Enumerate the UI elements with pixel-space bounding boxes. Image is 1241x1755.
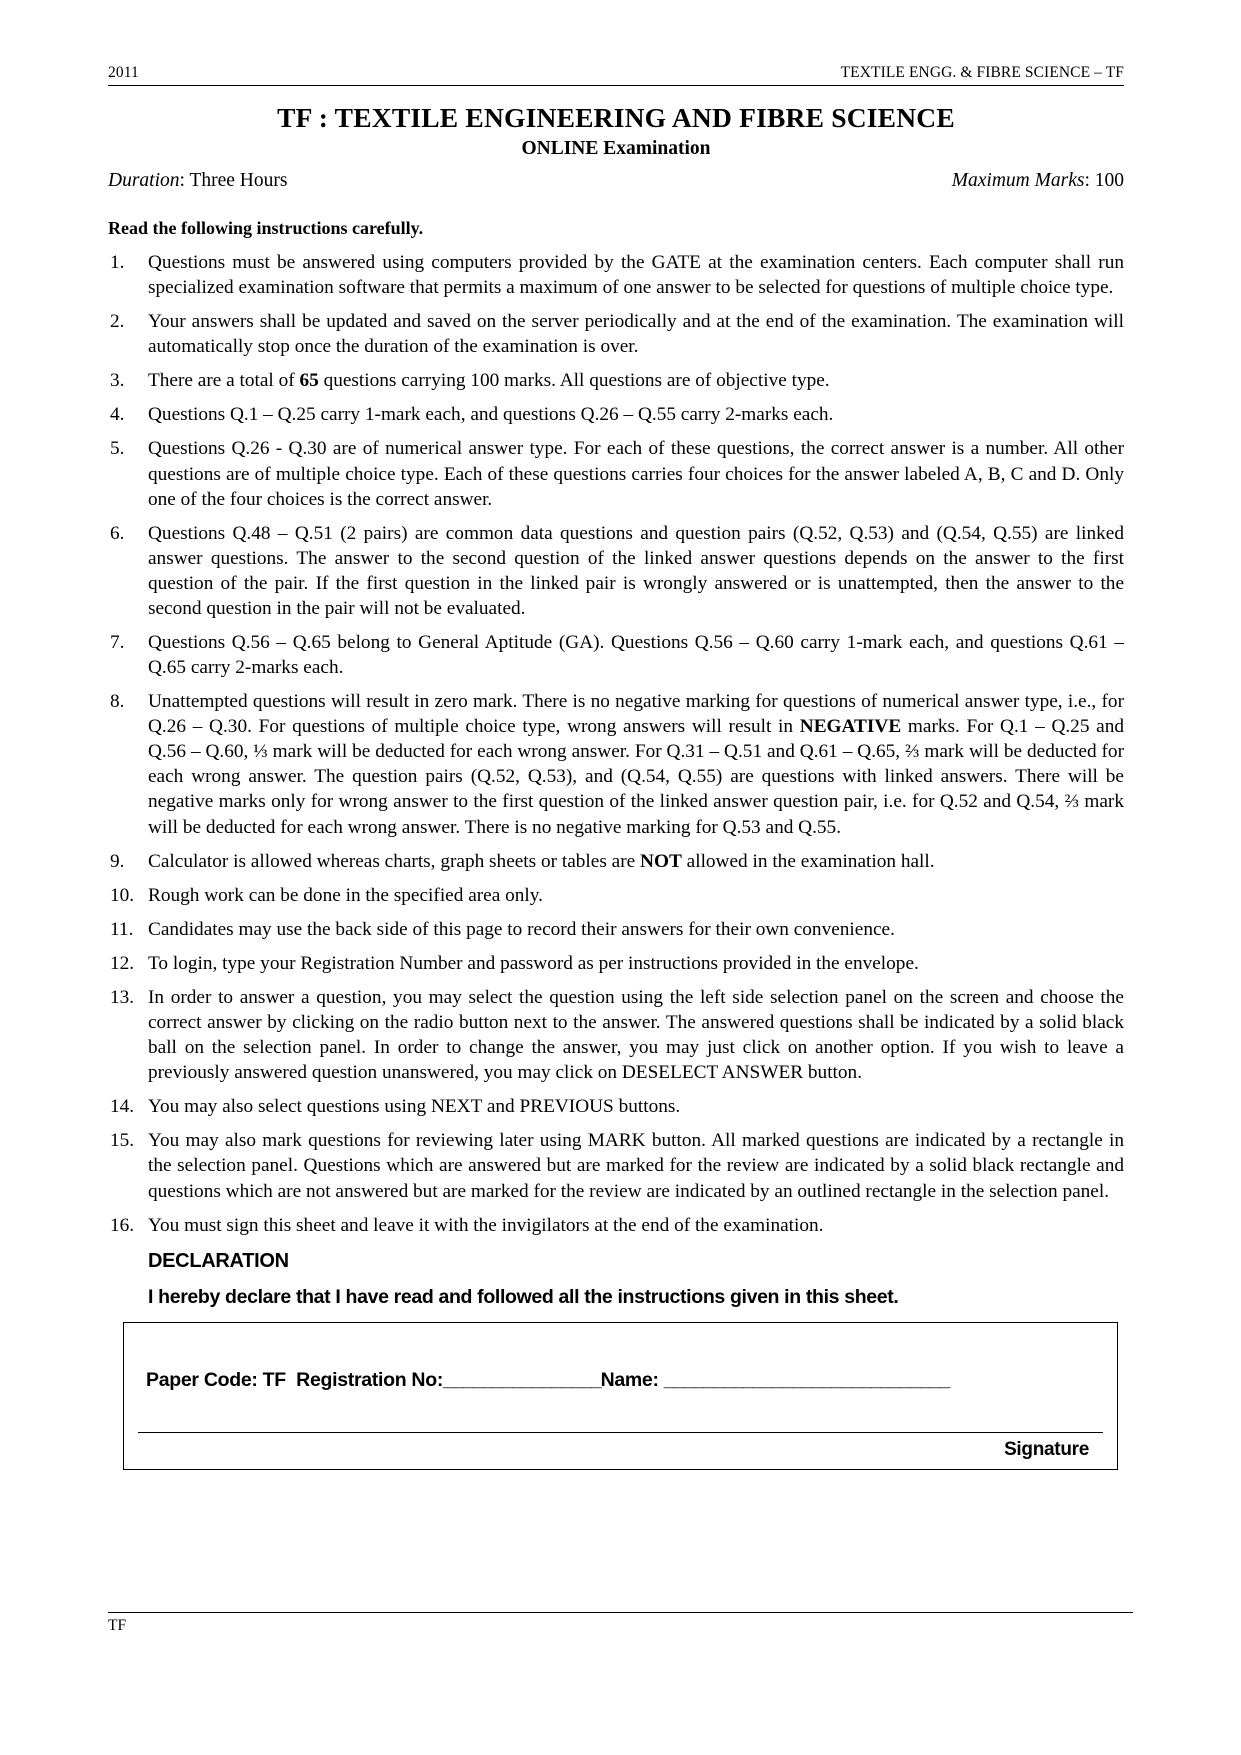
instructions-list bbox=[108, 250, 1124, 1238]
list-item-text: You must sign this sheet and leave it with the invigilators at the end of the examination. bbox=[148, 1214, 824, 1236]
list-item-text bbox=[148, 368, 1124, 393]
name-field[interactable]: _____________________________ bbox=[663, 1368, 950, 1391]
registration-no-label: Registration No: bbox=[296, 1368, 444, 1391]
exam-meta-row bbox=[108, 170, 1124, 192]
list-item bbox=[108, 250, 1124, 300]
page-subtitle: ONLINE Examination bbox=[521, 138, 711, 159]
signature-box bbox=[123, 1322, 1118, 1470]
paper-code-label: Paper Code: TF bbox=[146, 1368, 286, 1391]
list-item-number: 13. bbox=[110, 986, 135, 1008]
signature-line[interactable] bbox=[138, 1432, 1103, 1433]
list-item bbox=[108, 436, 1124, 511]
page-footer bbox=[108, 1612, 1133, 1635]
list-item-number: 4. bbox=[110, 404, 125, 426]
duration-label: Duration bbox=[108, 170, 180, 191]
list-item bbox=[108, 630, 1124, 680]
declaration-statement: I hereby declare that I have read and followed all the instructions given in this sheet. bbox=[148, 1285, 899, 1308]
instructions-heading: Read the following instructions carefully. bbox=[108, 218, 424, 238]
list-item bbox=[108, 985, 1124, 1085]
maximum-marks-field bbox=[952, 170, 1124, 192]
neg-seg-1: Unattempted questions will result in zero mark. There is no negative marking for questions of numerical answer type, i.e., for Q.26 – Q.30. For questions of multiple choice type, wrong answers will result in bbox=[148, 691, 1124, 738]
list-item-text: To login, type your Registration Number and password as per instructions provided in the envelope. bbox=[148, 952, 919, 974]
registration-no-field[interactable]: ________________ bbox=[443, 1368, 601, 1391]
text-pre: There are a total of bbox=[148, 370, 300, 392]
header-subject-code: TEXTILE ENGG. & FIBRE SCIENCE – TF bbox=[840, 64, 1124, 81]
list-item-number: 3. bbox=[110, 370, 125, 392]
list-item bbox=[108, 402, 1124, 427]
emphasis-negative: NEGATIVE bbox=[799, 716, 902, 738]
page-content bbox=[108, 0, 1124, 1470]
fraction-two-thirds-2: ⅔ bbox=[1064, 791, 1080, 813]
name-label: Name: bbox=[600, 1368, 659, 1391]
list-item bbox=[108, 917, 1124, 942]
list-item-text: You may also mark questions for reviewing later using MARK button. All marked questions are indicated by a rectangle in the selection panel. Questions which are answered but are marked for the review are indicated by a solid black rectangle and questions which are not answered but are marked for the review are indicated by an outlined rectangle in the selection panel. bbox=[148, 1130, 1124, 1202]
fraction-one-third: ⅓ bbox=[253, 741, 268, 763]
list-item-number: 11. bbox=[110, 918, 134, 940]
list-item-number: 2. bbox=[110, 311, 125, 333]
list-item-number: 7. bbox=[110, 632, 125, 654]
text-pre: Calculator is allowed whereas charts, graph sheets or tables are bbox=[148, 850, 641, 872]
running-header bbox=[108, 0, 1124, 82]
duration-value: : Three Hours bbox=[179, 170, 288, 191]
header-divider bbox=[108, 85, 1124, 86]
list-item bbox=[108, 1128, 1124, 1203]
neg-seg-4: mark will be deducted for each wrong answer. The question pairs (Q.52, Q.53), and (Q.54, Q.55) are questions with linked answers. There will be negative marks only for wrong answer to the first question of the linked answer question pair, i.e. for Q.52 and Q.54, bbox=[148, 741, 1124, 813]
text-post: allowed in the examination hall. bbox=[681, 850, 935, 872]
duration-field bbox=[108, 170, 287, 192]
list-item-text bbox=[148, 689, 1124, 839]
list-item-number: 10. bbox=[110, 884, 135, 906]
list-item-text: Questions Q.26 - Q.30 are of numerical answer type. For each of these questions, the correct answer is a number. All other questions are of multiple choice type. Each of these questions carries four choices for the answer labeled A, B, C and D. Only one of the four choices is the correct answer. bbox=[148, 438, 1124, 510]
footer-divider bbox=[108, 1612, 1133, 1613]
list-item bbox=[108, 521, 1124, 621]
list-item-text: Candidates may use the back side of this page to record their answers for their own convenience. bbox=[148, 918, 895, 940]
list-item-text bbox=[148, 849, 1124, 874]
list-item-text: Rough work can be done in the specified area only. bbox=[148, 884, 543, 906]
list-item-text: Questions Q.56 – Q.65 belong to General Aptitude (GA). Questions Q.56 – Q.60 carry 1-mark each, and questions Q.61 – Q.65 carry 2-marks each. bbox=[148, 632, 1124, 679]
emphasis-question-count: 65 bbox=[299, 370, 319, 392]
list-item-number: 15. bbox=[110, 1130, 135, 1152]
header-year: 2011 bbox=[108, 64, 139, 81]
list-item-text: Questions Q.48 – Q.51 (2 pairs) are common data questions and question pairs (Q.52, Q.53) and (Q.54, Q.55) are linked answer questions. The answer to the second question of the linked answer questions depends on the answer to the first question of the pair. If the first question in the linked pair is wrongly answered or is unattempted, then the answer to the second question in the pair will not be evaluated. bbox=[148, 522, 1124, 619]
list-item bbox=[108, 883, 1124, 908]
neg-seg-5: mark will be deducted for each wrong answer. There is no negative marking for Q.53 and Q.55. bbox=[148, 791, 1124, 838]
list-item-number: 14. bbox=[110, 1096, 135, 1118]
maximum-marks-label: Maximum Marks bbox=[951, 170, 1085, 191]
signature-label: Signature bbox=[1004, 1438, 1089, 1460]
maximum-marks-value: : 100 bbox=[1084, 170, 1124, 191]
neg-seg-3: mark will be deducted for each wrong answer. For Q.31 – Q.51 and Q.61 – Q.65, bbox=[267, 741, 906, 763]
list-item-number: 12. bbox=[110, 952, 135, 974]
declaration-section bbox=[148, 1250, 1124, 1309]
list-item bbox=[108, 1213, 1124, 1238]
neg-seg-2: marks. For Q.1 – Q.25 and Q.56 – Q.60, bbox=[148, 716, 1125, 763]
list-item-number: 1. bbox=[110, 252, 125, 273]
list-item-text: Questions Q.1 – Q.25 carry 1-mark each, and questions Q.26 – Q.55 carry 2-marks each. bbox=[148, 404, 834, 426]
list-item-text: Your answers shall be updated and saved on the server periodically and at the end of the examination. The examination will automatically stop once the duration of the examination is over. bbox=[148, 311, 1124, 358]
list-item-text: Questions must be answered using computers provided by the GATE at the examination centers. Each computer shall run specialized examination software that permits a maximum of one answer to be selected for questions of multiple choice type. bbox=[148, 252, 1124, 299]
list-item-text: You may also select questions using NEXT and PREVIOUS buttons. bbox=[148, 1096, 681, 1118]
emphasis-not: NOT bbox=[640, 850, 682, 872]
list-item-number: 9. bbox=[110, 850, 125, 872]
list-item bbox=[108, 1094, 1124, 1119]
declaration-title: DECLARATION bbox=[148, 1249, 289, 1272]
list-item-number: 8. bbox=[110, 691, 125, 713]
page-title: TF : TEXTILE ENGINEERING AND FIBRE SCIENCE bbox=[277, 102, 955, 133]
list-item-number: 6. bbox=[110, 522, 125, 544]
signature-box-fields bbox=[146, 1369, 949, 1392]
list-item-text: In order to answer a question, you may select the question using the left side selection panel on the screen and choose the correct answer by clicking on the radio button next to the answer. The answered questions shall be indicated by a solid black ball on the selection panel. In order to change the answer, you may just click on another option. If you wish to leave a previously answered question unanswered, you may click on DESELECT ANSWER button. bbox=[148, 986, 1124, 1084]
footer-paper-code: TF bbox=[108, 1617, 127, 1634]
list-item bbox=[108, 849, 1124, 874]
list-item-number: 5. bbox=[110, 438, 125, 460]
list-item bbox=[108, 951, 1124, 976]
text-post: questions carrying 100 marks. All questions are of objective type. bbox=[318, 370, 830, 392]
list-item bbox=[108, 368, 1124, 393]
list-item-number: 16. bbox=[110, 1214, 135, 1236]
list-item bbox=[108, 309, 1124, 359]
list-item bbox=[108, 689, 1124, 839]
fraction-two-thirds: ⅔ bbox=[905, 741, 920, 763]
